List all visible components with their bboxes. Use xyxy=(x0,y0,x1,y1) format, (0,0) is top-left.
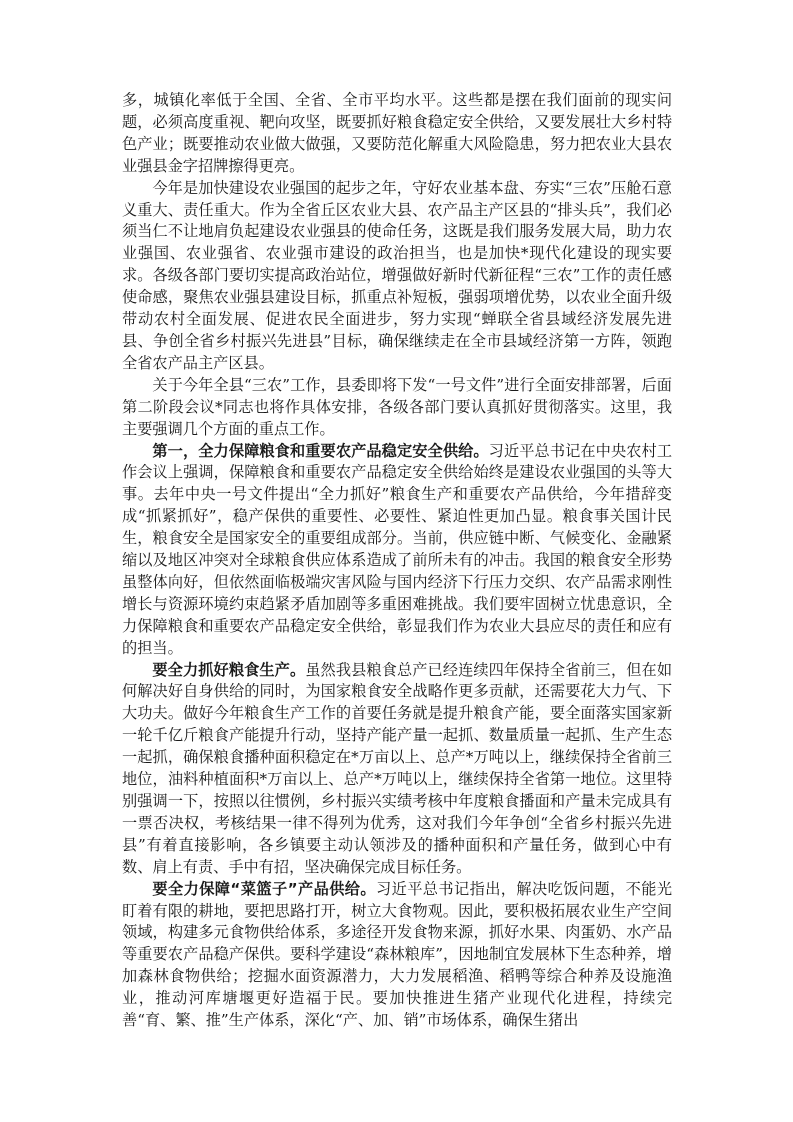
paragraph-section-one xyxy=(122,441,672,660)
paragraph-text: 习近平总书记指出，解决吃饭问题，不能光盯着有限的耕地，要把思路打开，树立大食物观。因此，要积极拓展农业生产空间领域，构建多元食物供给体系，多途径开发食物来源，抓好水果、肉蛋奶、水产品等重要农产品稳产保供。要科学建设“森林粮库”，因地制宜发展林下生态种养，增加森林食物供给；挖掘水面资源潜力，大力发展稻渔、稻鸭等综合种养及设施渔业，推动河库塘堰更好造福于民。要加快推进生猪产业现代化进程，持续完善“育、繁、推”生产体系，深化“产、加、销”市场体系，确保生猪出 xyxy=(122,879,673,1030)
subsection-heading: 要全力保障“菜篮子”产品供给。 xyxy=(152,879,376,898)
paragraph-agri-power-start xyxy=(122,178,672,375)
document-page xyxy=(122,90,672,1032)
paragraph-text: 虽然我县粮食总产已经连续四年保持全省前三，但在如何解决好自身供给的同时，为国家粮食安全战略作更多贡献，还需要花大力气、下大功夫。做好今年粮食生产工作的首要任务就是提升粮食产能，要全面落实国家新一轮千亿斤粮食产能提升行动，坚持产能产量一起抓、数量质量一起抓、生产生态一起抓，确保粮食播种面积稳定在*万亩以上、总产*万吨以上，继续保持全省前三地位，油料种植面积*万亩以上、总产*万吨以上，继续保持全省第一地位。这里特别强调一下，按照以往惯例，乡村振兴实绩考核中年度粮食播面和产量未完成具有一票否决权，考核结果一律不得列为优秀，这对我们今年争创“全省乡村振兴先进县”有着直接影响，各乡镇要主动认领涉及的播种面积和产量任务，做到心中有数、肩上有责、手中有招，坚决确保完成目标任务。 xyxy=(122,660,673,876)
subsection-heading: 要全力抓好粮食生产。 xyxy=(152,660,306,679)
paragraph-work-arrangement xyxy=(122,375,672,441)
paragraph-text: 关于今年全县“三农”工作，县委即将下发“一号文件”进行全面安排部署，后面第二阶段会议*同志也将作具体安排，各级各部门要认真抓好贯彻落实。这里，我主要强调几个方面的重点工作。 xyxy=(122,375,672,438)
paragraph-intro-continuation xyxy=(122,90,672,178)
paragraph-text: 多，城镇化率低于全国、全省、全市平均水平。这些都是摆在我们面前的现实问题，必须高度重视、靶向攻坚，既要抓好粮食稳定安全供给，又要发展壮大乡村特色产业；既要推动农业做大做强，又要防范化解重大风险隐患，努力把农业大县农业强县金字招牌擦得更亮。 xyxy=(122,91,672,175)
section-heading: 第一，全力保障粮食和重要农产品稳定安全供给。 xyxy=(152,441,489,460)
paragraph-vegetable-basket xyxy=(122,879,672,1032)
paragraph-text: 习近平总书记在中央农村工作会议上强调，保障粮食和重要农产品稳定安全供给始终是建设农业强国的头等大事。去年中央一号文件提出“全力抓好”粮食生产和重要农产品供给，今年措辞变成“抓紧抓好”，稳产保供的重要性、必要性、紧迫性更加凸显。粮食事关国计民生，粮食安全是国家安全的重要组成部分。当前，供应链中断、气候变化、金融紧缩以及地区冲突对全球粮食供应体系造成了前所未有的冲击。我国的粮食安全形势虽整体向好，但依然面临极端灾害风险与国内经济下行压力交织、农产品需求刚性增长与资源环境约束趋紧矛盾加剧等多重困难挑战。我们要牢固树立忧患意识，全力保障粮食和重要农产品稳定安全供给，彰显我们作为农业大县应尽的责任和应有的担当。 xyxy=(122,441,673,657)
paragraph-text: 今年是加快建设农业强国的起步之年，守好农业基本盘、夯实“三农”压舱石意义重大、责任重大。作为全省丘区农业大县、农产品主产区县的“排头兵”，我们必须当仁不让地肩负起建设农业强县的使命任务，这既是我们服务发展大局，助力农业强国、农业强省、农业强市建设的政治担当，也是加快*现代化建设的现实要求。各级各部门要切实提高政治站位，增强做好新时代新征程“三农”工作的责任感使命感，聚焦农业强县建设目标，抓重点补短板，强弱项增优势，以农业全面升级带动农村全面发展、促进农民全面进步，努力实现“蝉联全省县域经济发展先进县、争创全省乡村振兴先进县”目标，确保继续走在全市县域经济第一方阵，领跑全省农产品主产区县。 xyxy=(122,178,672,372)
paragraph-grain-production xyxy=(122,660,672,879)
